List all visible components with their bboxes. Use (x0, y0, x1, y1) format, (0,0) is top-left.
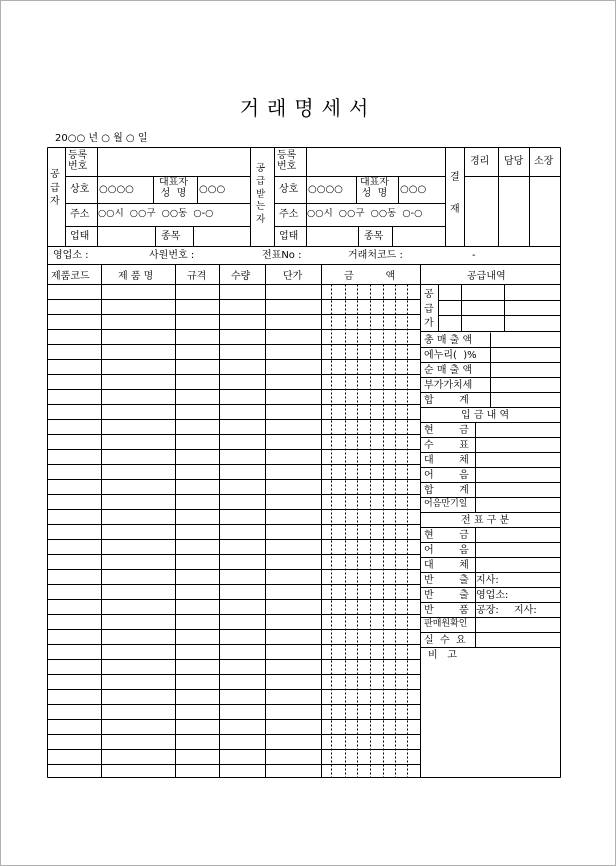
col-unit-price: 단가 (283, 271, 303, 282)
side-panel-row-18: 반 품 (424, 605, 469, 616)
note-branch-2: 지사: (514, 605, 537, 616)
info-office: 영업소 : (53, 250, 89, 261)
receiver-company-value: ○○○○ (308, 184, 343, 195)
receiver-business-type-label: 업태 (279, 231, 299, 242)
side-panel-row-12: 전 표 구 분 (461, 515, 510, 526)
receiver-rep-label: 대표자 성 명 (360, 177, 389, 199)
side-panel-row-17: 반 출 (424, 590, 469, 601)
approval-side-label: 결 재 (450, 172, 460, 215)
note-factory: 공장: (476, 605, 499, 616)
col-quantity: 수량 (231, 271, 251, 282)
approval-col-manager: 소장 (534, 156, 554, 167)
supplier-business-type-label: 업태 (70, 231, 90, 242)
approval-col-accounting: 경리 (470, 156, 490, 167)
receiver-side-label: 공 급 받 는 자 (256, 163, 266, 226)
supplier-reg-no-label: 등록 번호 (68, 150, 88, 172)
side-panel-row-1: 에누리( )% (424, 350, 477, 361)
col-product-code: 제품코드 (51, 271, 90, 282)
side-panel-row-8: 대 체 (424, 455, 469, 466)
supplier-company-label: 상호 (70, 184, 90, 195)
side-panel-row-2: 순 매 출 액 (424, 365, 473, 376)
receiver-company-label: 상호 (279, 184, 299, 195)
receiver-business-item-label: 종목 (364, 231, 384, 242)
approval-col-staff: 담당 (504, 156, 524, 167)
remarks-label: 비 고 (428, 650, 457, 661)
supplier-address-value: ○○시 ○○구 ○○동 ○-○ (98, 208, 214, 219)
side-panel-row-5: 입 금 내 역 (461, 410, 510, 421)
receiver-reg-no-label: 등록 번호 (277, 150, 297, 172)
supplier-side-label: 공 급 자 (50, 169, 60, 207)
side-panel-row-7: 수 표 (424, 440, 469, 451)
side-panel-row-0: 총 매 출 액 (424, 335, 473, 346)
supplier-company-value: ○○○○ (99, 184, 134, 195)
supply-price-label: 공 급 가 (424, 289, 434, 329)
side-panel-row-19: 판매원확인 (424, 619, 468, 629)
col-amount: 금 액 (344, 271, 396, 282)
supplier-address-label: 주소 (70, 209, 90, 220)
side-panel-row-14: 어 음 (424, 545, 469, 556)
info-client-code: 거래처코드 : (348, 250, 403, 261)
receiver-address-value: ○○시 ○○구 ○○동 ○-○ (307, 208, 423, 219)
document-date: 20○○ 년 ○ 월 ○ 일 (55, 133, 148, 144)
note-branch: 지사: (476, 575, 499, 586)
supplier-business-item-label: 종목 (161, 231, 181, 242)
supplier-rep-label: 대표자 성 명 (159, 177, 188, 199)
side-panel-row-13: 현 금 (424, 530, 469, 541)
document-title: 거래명세서 (239, 96, 377, 120)
side-panel-row-11: 어음만기일 (424, 499, 468, 509)
info-employee-no: 사원번호 : (149, 250, 195, 261)
side-panel-row-10: 합 계 (424, 485, 469, 496)
col-product-name: 제 품 명 (118, 271, 154, 282)
receiver-rep-value: ○○○ (400, 184, 427, 195)
supplier-rep-value: ○○○ (199, 184, 226, 195)
col-supply-details: 공급내역 (467, 271, 506, 282)
side-panel-row-6: 현 금 (424, 425, 469, 436)
side-panel-row-16: 반 출 (424, 575, 469, 586)
side-panel-row-15: 대 체 (424, 560, 469, 571)
side-panel-row-20: 실 수 요 (424, 635, 466, 646)
info-slip-no: 전표No : (262, 250, 302, 261)
side-panel-row-9: 어 음 (424, 470, 469, 481)
info-dash: - (472, 250, 476, 261)
side-panel-row-3: 부가가치세 (424, 380, 473, 391)
receiver-address-label: 주소 (279, 209, 299, 220)
side-panel-row-4: 합 계 (424, 395, 469, 406)
col-spec: 규격 (187, 271, 207, 282)
note-office: 영업소: (476, 590, 509, 601)
